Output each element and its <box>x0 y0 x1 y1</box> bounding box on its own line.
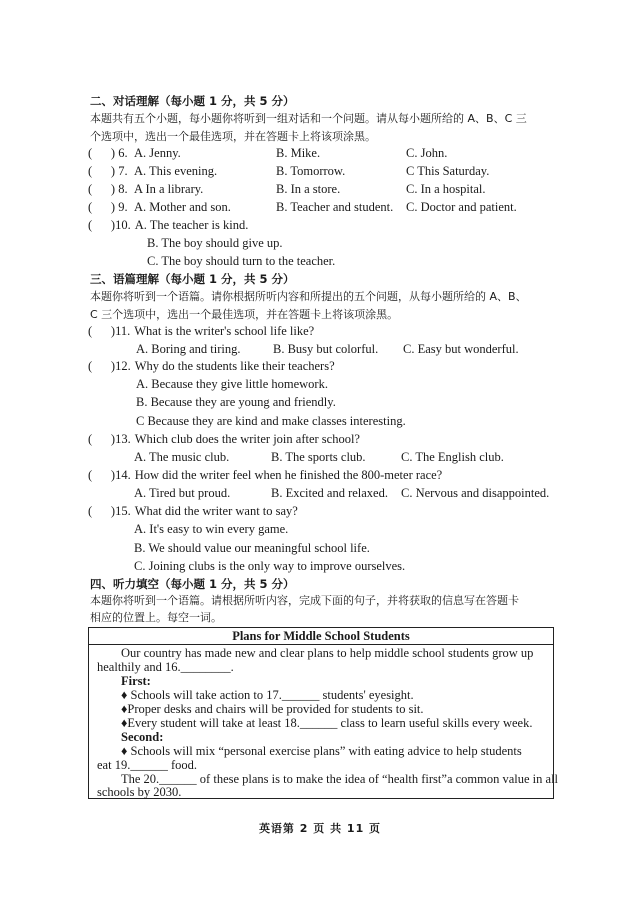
option-a: A. The teacher is kind. <box>134 218 249 232</box>
passage-text: ♦ Schools will take action to 17.______ students' eyesight. <box>121 688 414 702</box>
option-a: A. Mother and son. <box>134 200 231 214</box>
passage-box <box>88 627 559 799</box>
passage-text: eat 19.______ food. <box>97 758 197 772</box>
question-row <box>88 145 447 161</box>
passage-subheading: First: <box>121 674 151 688</box>
instructions: 相应的位置上。每空一词。 <box>90 611 222 624</box>
question-number: ( ) 9. <box>88 200 128 214</box>
passage-title: Plans for Middle School Students <box>89 628 553 645</box>
question-row <box>88 358 335 374</box>
question-number: ( )11. <box>88 324 131 338</box>
option-b: B. The boy should give up. <box>147 236 283 250</box>
option-b: B. Because they are young and friendly. <box>136 395 336 409</box>
question-number: ( ) 8. <box>88 182 128 196</box>
instructions: 本题共有五个小题，每小题你将听到一组对话和一个问题。请从每小题所给的 A、B、C 三 <box>90 112 527 125</box>
option-c: C. John. <box>406 146 448 160</box>
question-text: What did the writer want to say? <box>134 504 298 518</box>
instructions: 个选项中，选出一个最佳选项，并在答题卡上将该项涂黑。 <box>90 130 376 143</box>
option-c: C. Nervous and disappointed. <box>401 486 550 500</box>
passage-text: ♦Every student will take at least 18.______ class to learn useful skills every week. <box>121 716 533 730</box>
option-b: B. Tomorrow. <box>276 164 346 178</box>
question-row <box>88 503 298 519</box>
question-number: ( )10. <box>88 218 131 232</box>
question-text: Why do the students like their teachers? <box>134 359 335 373</box>
option-c: C. Easy but wonderful. <box>403 342 519 356</box>
section-heading: 二、对话理解（每小题 1 分，共 5 分） <box>90 94 295 108</box>
question-row <box>88 431 360 447</box>
option-a: A. Because they give little homework. <box>136 377 328 391</box>
question-number: ( )14. <box>88 468 131 482</box>
question-number: ( )12. <box>88 359 131 373</box>
instructions: 本题你将听到一个语篇。请你根据所听内容和所提出的五个问题，从每小题所给的 A、B、 <box>90 290 527 303</box>
question-number: ( ) 6. <box>88 146 128 160</box>
question-text: What is the writer's school life like? <box>134 324 315 338</box>
options-row <box>136 341 519 357</box>
question-row <box>88 323 314 339</box>
instructions: C 三个选项中，选出一个最佳选项，并在答题卡上将该项涂黑。 <box>90 308 399 321</box>
question-text: Which club does the writer join after school? <box>134 432 360 446</box>
option-b: B. We should value our meaningful school life. <box>134 541 370 555</box>
option-b: B. Teacher and student. <box>276 200 394 214</box>
option-a: A. Tired but proud. <box>134 486 231 500</box>
section-heading: 四、听力填空（每小题 1 分，共 5 分） <box>90 577 295 591</box>
option-c: C. The boy should turn to the teacher. <box>147 254 336 268</box>
passage-text: The 20.______ of these plans is to make the idea of “health first”a common value in all <box>121 772 559 786</box>
question-number: ( )13. <box>88 432 131 446</box>
option-b: B. The sports club. <box>271 450 366 464</box>
option-c: C. Joining clubs is the only way to improve ourselves. <box>134 559 406 573</box>
question-number: ( )15. <box>88 504 131 518</box>
option-c: C. In a hospital. <box>406 182 486 196</box>
options-row <box>134 485 549 501</box>
question-number: ( ) 7. <box>88 164 128 178</box>
passage-text: ♦Proper desks and chairs will be provided for students to sit. <box>121 702 424 716</box>
instructions: 本题你将听到一个语篇。请根据所听内容，完成下面的句子，并将获取的信息写在答题卡 <box>90 594 519 607</box>
section-heading: 三、语篇理解（每小题 1 分，共 5 分） <box>90 272 295 286</box>
option-a: A. It's easy to win every game. <box>134 522 289 536</box>
question-row <box>88 181 486 197</box>
option-a: A In a library. <box>134 182 204 196</box>
option-c: C. The English club. <box>401 450 504 464</box>
question-text: How did the writer feel when he finished the 800-meter race? <box>134 468 443 482</box>
question-row <box>88 163 489 179</box>
passage-text: healthily and 16.________. <box>97 660 234 674</box>
options-row <box>134 449 504 465</box>
option-a: A. Boring and tiring. <box>136 342 241 356</box>
option-a: A. Jenny. <box>134 146 181 160</box>
option-a: A. This evening. <box>134 164 218 178</box>
question-row <box>88 199 517 215</box>
option-b: B. Busy but colorful. <box>273 342 379 356</box>
option-c: C. Doctor and patient. <box>406 200 517 214</box>
option-b: B. In a store. <box>276 182 341 196</box>
option-a: A. The music club. <box>134 450 230 464</box>
question-row <box>88 467 442 483</box>
passage-text: Our country has made new and clear plans to help middle school students grow up <box>121 646 534 660</box>
question-row <box>88 217 248 233</box>
passage-text: ♦ Schools will mix “personal exercise plans” with eating advice to help students <box>121 744 522 758</box>
option-b: B. Mike. <box>276 146 321 160</box>
passage-text: schools by 2030. <box>97 785 182 799</box>
option-c: C Because they are kind and make classes interesting. <box>136 414 406 428</box>
option-b: B. Excited and relaxed. <box>271 486 388 500</box>
passage-subheading: Second: <box>121 730 164 744</box>
page-footer: 英语第 2 页 共 11 页 <box>258 822 382 835</box>
option-c: C This Saturday. <box>406 164 490 178</box>
